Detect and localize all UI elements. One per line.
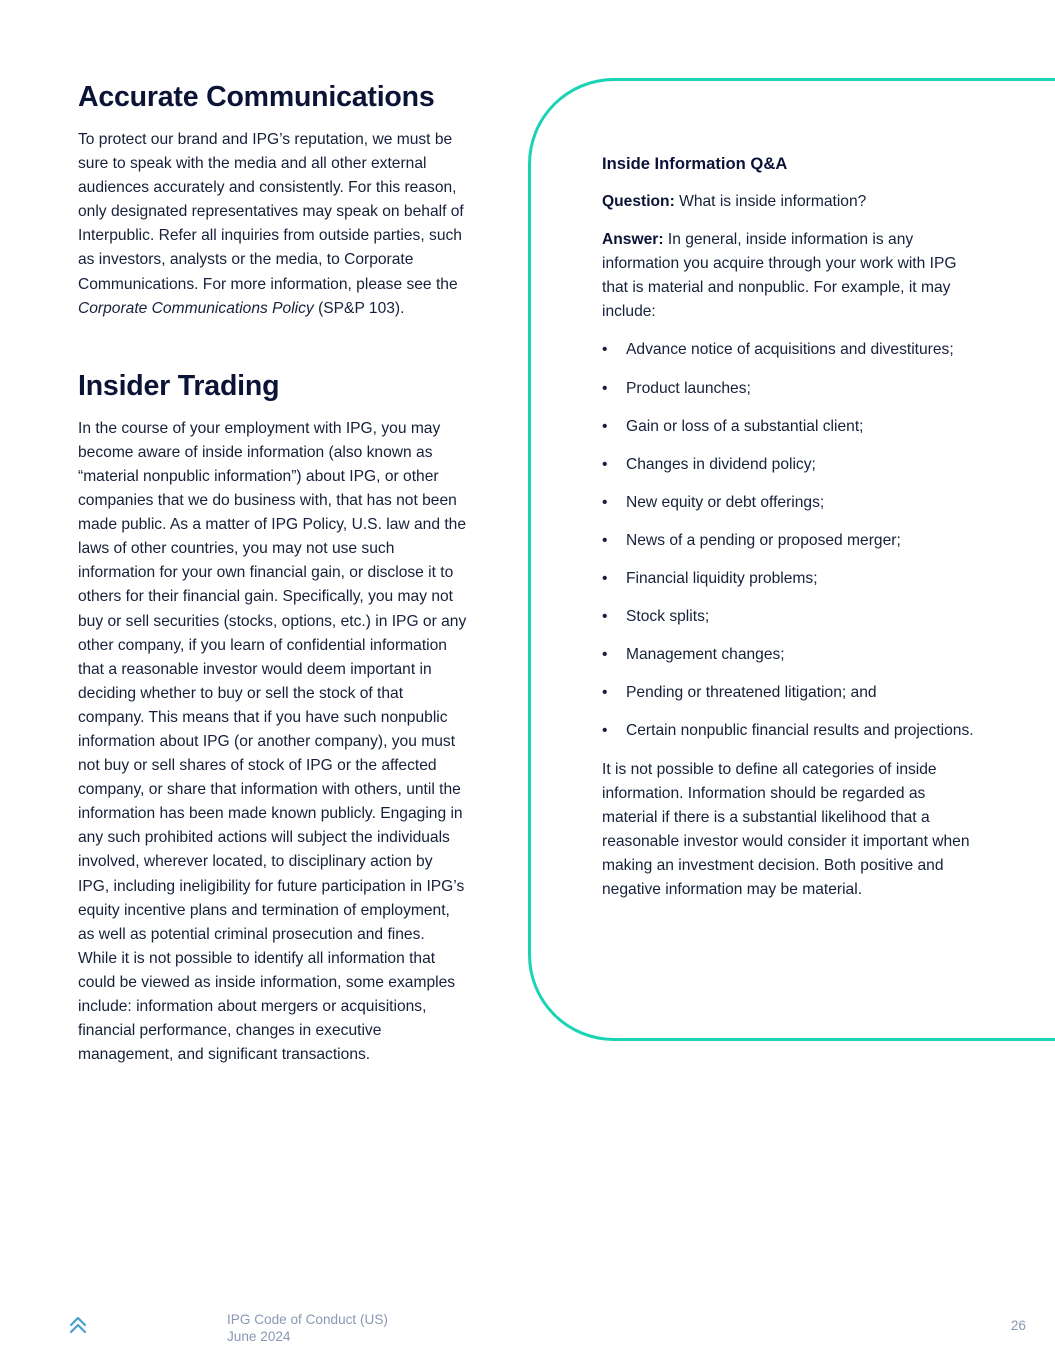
- list-item: [602, 681, 982, 705]
- policy-reference: Corporate Communications Policy: [78, 299, 314, 317]
- qa-closing: It is not possible to define all categories of inside information. Information should be regarded as material if there is a substantial likelihood that a reasonable investor would consider it important when making an investment decision. Both positive and negative information may be material.: [602, 760, 970, 898]
- list-item-text: Product launches;: [626, 379, 751, 397]
- list-item-text: Management changes;: [626, 646, 785, 664]
- list-item: [602, 338, 982, 362]
- list-item-text: Pending or threatened litigation; and: [626, 684, 877, 702]
- list-item: [602, 415, 982, 439]
- bullet-icon: •: [602, 722, 608, 740]
- insider-trading-heading: Insider Trading: [78, 369, 280, 402]
- list-item: [602, 719, 982, 743]
- left-column: [78, 80, 468, 1067]
- accurate-communications-body: [78, 128, 468, 321]
- list-item-text: News of a pending or proposed merger;: [626, 531, 901, 549]
- bullet-icon: •: [602, 493, 608, 511]
- list-item-text: Certain nonpublic financial results and projections.: [626, 722, 974, 740]
- qa-question: [602, 190, 982, 214]
- list-item: [602, 567, 982, 591]
- accurate-body-suffix: (SP&P 103).: [313, 299, 405, 317]
- list-item-text: Financial liquidity problems;: [626, 570, 818, 588]
- accurate-communications-heading: Accurate Communications: [78, 81, 435, 113]
- footer-doc-title: IPG Code of Conduct (US): [227, 1312, 388, 1327]
- qa-title: Inside Information Q&A: [602, 154, 788, 173]
- bullet-icon: •: [602, 417, 608, 435]
- qa-answer: [602, 228, 982, 324]
- insider-trading-section: [78, 369, 468, 1068]
- answer-text: In general, inside information is any information you acquire through your work with IPG that is material and nonpublic. For example, it may include:: [602, 231, 957, 321]
- bullet-icon: •: [602, 570, 608, 588]
- list-item: [602, 377, 982, 401]
- list-item-text: Changes in dividend policy;: [626, 455, 816, 473]
- list-item-text: Advance notice of acquisitions and divestitures;: [626, 341, 954, 359]
- list-item: [602, 491, 982, 515]
- footer-date: June 2024: [227, 1329, 291, 1344]
- insider-trading-body: In the course of your employment with IPG, you may become aware of inside information (also known as “material nonpublic information”) about IPG, or other companies that we do business with, that has not been made public. As a matter of IPG Policy, U.S. law and the laws of other countries, you may not use such information for your own financial gain, or disclose it to others for their financial gain. Specifically, you may not buy or sell securities (stocks, options, etc.) in IPG or any other company, if you learn of confidential information that a reasonable investor would deem important in deciding whether to buy or sell the stock of that company. This means that if you have such nonpublic information about IPG (or another company), you must not buy or sell shares of stock of IPG or the affected company, or share that information with others, until the information has been made known publicly. Engaging in any such prohibited actions will subject the individuals involved, wherever located, to disciplinary action by IPG, including ineligibility for future participation in IPG’s equity incentive plans and termination of employment, as well as potential criminal prosecution and fines. While it is not possible to identify all information that could be viewed as inside information, some examples include: information about mergers or acquisitions, financial performance, changes in executive management, and significant transactions.: [78, 419, 467, 1064]
- list-item: [602, 643, 982, 667]
- list-item: [602, 453, 982, 477]
- bullet-icon: •: [602, 684, 608, 702]
- bullet-icon: •: [602, 531, 608, 549]
- answer-label: Answer:: [602, 231, 664, 249]
- list-item: [602, 529, 982, 553]
- list-item-text: Stock splits;: [626, 608, 710, 626]
- question-label: Question:: [602, 193, 675, 210]
- bullet-icon: •: [602, 341, 608, 359]
- list-item-text: Gain or loss of a substantial client;: [626, 417, 864, 435]
- page-number: 26: [1010, 1318, 1026, 1333]
- bullet-icon: •: [602, 608, 608, 626]
- question-text: What is inside information?: [674, 193, 867, 210]
- list-item-text: New equity or debt offerings;: [626, 493, 825, 511]
- footer-doc-info: [227, 1311, 388, 1345]
- inside-info-list: [602, 338, 982, 743]
- double-chevron-up-icon[interactable]: [68, 1314, 88, 1336]
- list-item: [602, 605, 982, 629]
- accurate-body-text: To protect our brand and IPG’s reputation, we must be sure to speak with the media and all other external audiences accurately and consistently. For this reason, only designated representatives may speak on behalf of Interpublic. Refer all inquiries from outside parties, such as investors, analysts or the media, to Corporate Communications. For more information, please see the: [78, 131, 464, 293]
- bullet-icon: •: [602, 455, 608, 473]
- accurate-communications-section: [78, 80, 468, 321]
- bullet-icon: •: [602, 379, 608, 397]
- bullet-icon: •: [602, 646, 608, 664]
- qa-content: [602, 152, 982, 916]
